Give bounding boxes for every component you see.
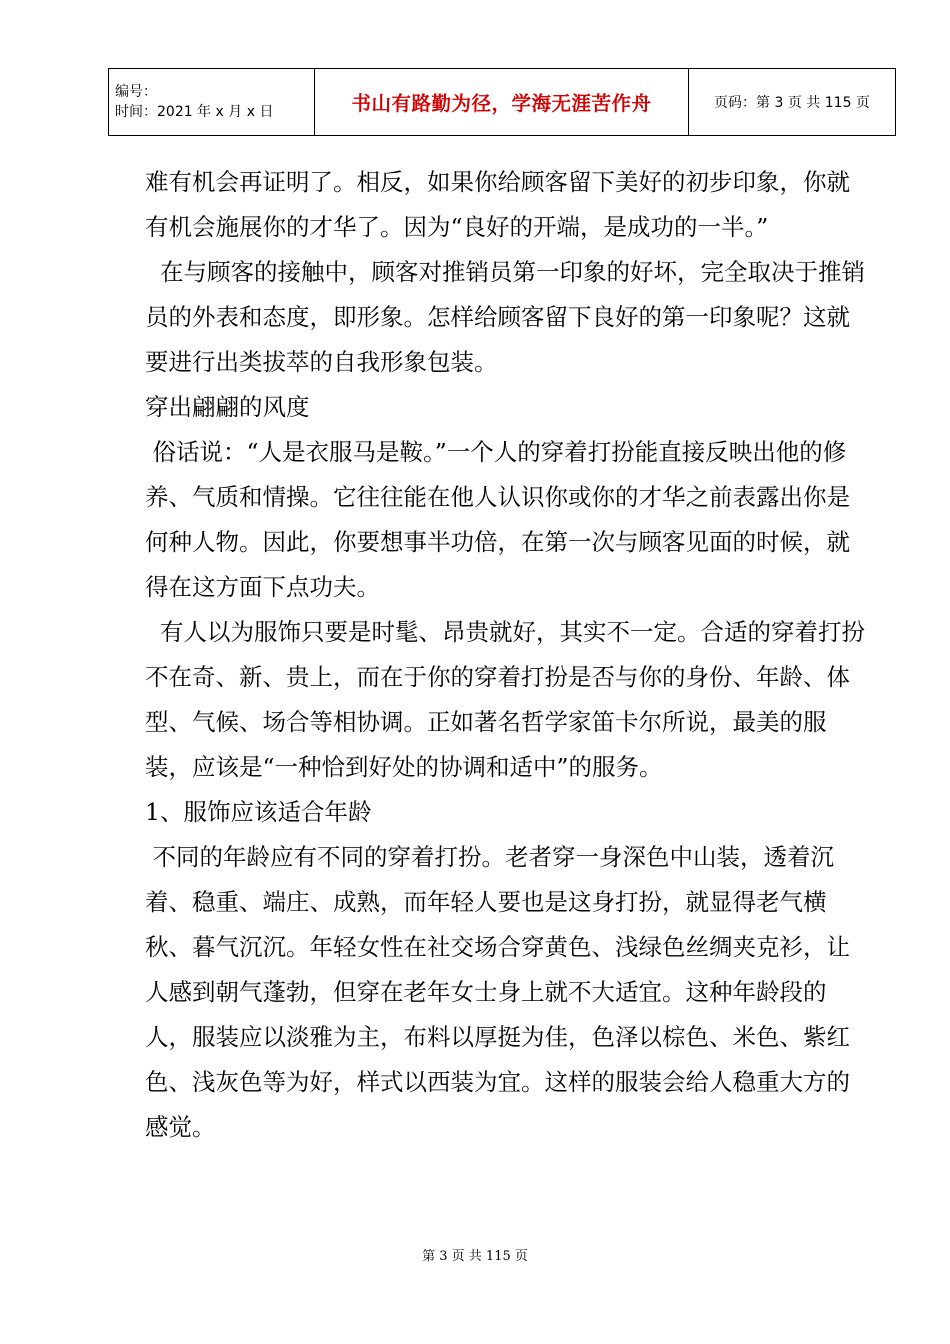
page-footer: 第 3 页 共 115 页: [422, 1249, 528, 1264]
paragraph-5: 不同的年龄应有不同的穿着打扮。老者穿一身深色中山装，透着沉着、稳重、端庄、成熟，而年轻人要也是这身打扮，就显得老气横秋、暮气沉沉。年轻女性在社交场合穿黄色、浅绿色丝绸夹克衫，让人感到朝气蓬勃，但穿在老年女士身上就不大适宜。这种年龄段的人，服装应以淡雅为主，布料以厚挺为佳，色泽以棕色、米色、紫红色、浅灰色等为好，样式以西装为宜。这样的服装会给人稳重大方的感觉。: [145, 843, 850, 1141]
paragraph-1: 难有机会再证明了。相反，如果你给顾客留下美好的初步印象，你就有机会施展你的才华了。因为“良好的开端，是成功的一半。”: [145, 168, 850, 241]
motto: 书山有路勤为径，学海无涯苦作舟: [315, 69, 689, 136]
header-meta-cell: [109, 69, 315, 136]
paragraph-2: 在与顾客的接触中，顾客对推销员第一印象的好坏，完全取决于推销员的外表和态度，即形象。怎样给顾客留下良好的第一印象呢？这就要进行出类拔萃的自我形象包装。: [145, 258, 865, 376]
paragraph-3: 俗话说：“人是衣服马是鞍。”一个人的穿着打扮能直接反映出他的修养、气质和情操。它往往能在他人认识你或你的才华之前表露出你是何种人物。因此，你要想事半功倍，在第一次与顾客见面的时候，就得在这方面下点功夫。: [145, 438, 850, 601]
section-heading: 穿出翩翩的风度: [145, 393, 310, 421]
number-label: 编号：: [115, 84, 157, 100]
paragraph-4: 有人以为服饰只要是时髦、昂贵就好，其实不一定。合适的穿着打扮不在奇、新、贵上，而在于你的穿着打扮是否与你的身份、年龄、体型、气候、场合等相协调。正如著名哲学家笛卡尔所说，最美的服装，应该是“一种恰到好处的协调和适中”的服务。: [145, 618, 865, 781]
subsection-heading: 1、服饰应该适合年龄: [145, 798, 372, 826]
page-label: 页码：第 3 页 共 115 页: [689, 69, 896, 136]
date-label: 时间：2021 年 x 月 x 日: [115, 104, 274, 120]
header-table: [108, 68, 896, 136]
body-text: [145, 160, 867, 1150]
